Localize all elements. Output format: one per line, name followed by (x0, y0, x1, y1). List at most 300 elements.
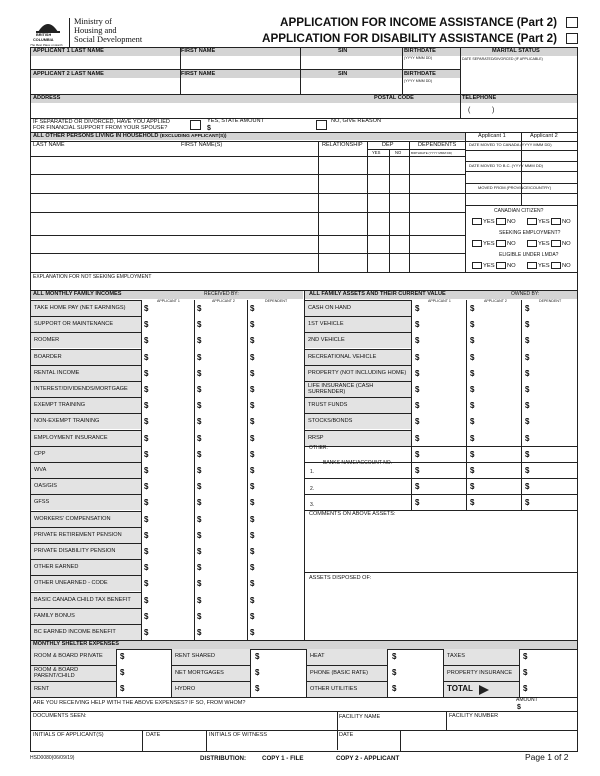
asset-dollar: $ (415, 320, 420, 329)
asset-amount-field[interactable] (477, 317, 521, 331)
asset-column-rule (521, 300, 522, 510)
asset-amount-field[interactable] (422, 382, 466, 396)
household-row-1[interactable] (31, 157, 318, 174)
logo-divider (69, 18, 70, 48)
applicant2-name-field[interactable] (31, 81, 401, 93)
explanation-field[interactable] (31, 281, 577, 289)
income-amount-field[interactable] (204, 576, 248, 590)
income-dollar: $ (250, 498, 255, 507)
asset-dollar: $ (525, 450, 530, 459)
seeking-employment-label: SEEKING EMPLOYMENT? (499, 230, 561, 236)
income-dollar: $ (197, 482, 202, 491)
income-dollar: $ (197, 563, 202, 572)
asset-amount-field[interactable] (532, 479, 576, 493)
asset-dollar: $ (470, 482, 475, 491)
copy2-label: COPY 2 - APPLICANT (336, 755, 400, 762)
citizen-a2-yes[interactable]: YES (527, 218, 550, 225)
eligible-lmda-label: ELIGIBLE UNDER LMDA? (499, 252, 559, 258)
telephone-label: TELEPHONE (462, 95, 497, 101)
asset-dollar: $ (415, 450, 420, 459)
asset-amount-field[interactable] (477, 382, 521, 396)
asset-dollar: $ (470, 466, 475, 475)
income-amount-field[interactable] (204, 463, 248, 477)
support-yes-checkbox[interactable] (190, 120, 201, 130)
income-dollar: $ (250, 450, 255, 459)
rent-dollar: $ (120, 684, 125, 693)
income-amount-field[interactable] (204, 414, 248, 428)
room-board-parent-dollar: $ (120, 668, 125, 677)
citizen-a1-yes[interactable]: YES (472, 218, 495, 225)
income-amount-field[interactable] (257, 431, 301, 445)
income-dollar: $ (250, 579, 255, 588)
asset-dollar: $ (415, 385, 420, 394)
asset-amount-field[interactable] (532, 350, 576, 364)
income-amount-field[interactable] (204, 544, 248, 558)
income-amount-field[interactable] (151, 479, 195, 493)
income-amount-field[interactable] (257, 317, 301, 331)
income-amount-field[interactable] (257, 528, 301, 542)
asset-amount-field[interactable] (477, 350, 521, 364)
income-amount-field[interactable] (204, 593, 248, 607)
income-dollar: $ (197, 417, 202, 426)
applicant1-last-name-label: APPLICANT 1 LAST NAME (33, 48, 104, 54)
income-amount-field[interactable] (151, 431, 195, 445)
support-no-checkbox[interactable] (316, 120, 327, 130)
asset-amount-field[interactable] (477, 366, 521, 380)
disposed-label: ASSETS DISPOSED OF: (309, 575, 372, 581)
income-dollar: $ (250, 466, 255, 475)
income-column-rule (247, 300, 248, 640)
form-number: HSD0080(06/09/19) (30, 755, 75, 761)
net-mortgages-label: NET MORTGAGES (172, 665, 250, 681)
asset-dollar: $ (415, 304, 420, 313)
income-dollar: $ (144, 482, 149, 491)
asset-column-rule (466, 300, 467, 510)
income-dollar: $ (197, 336, 202, 345)
rent-label: RENT (31, 681, 116, 697)
income-amount-field[interactable] (151, 301, 195, 315)
marital-status-label: MARITAL STATUS (492, 48, 540, 54)
income-row-label: BC EARNED INCOME BENEFIT (31, 624, 141, 640)
applicant1-name-field[interactable] (31, 57, 401, 68)
asset-amount-field[interactable] (422, 431, 466, 445)
income-row-label: NON-EXEMPT TRAINING (31, 413, 141, 429)
assets-title: ALL FAMILY ASSETS AND THEIR CURRENT VALUE (309, 291, 446, 297)
asset-dollar: $ (415, 401, 420, 410)
income-row-label: SUPPORT OR MAINTENANCE (31, 316, 141, 332)
asset-amount-field[interactable] (422, 317, 466, 331)
income-amount-field[interactable] (151, 317, 195, 331)
income-dollar: $ (250, 417, 255, 426)
total-dollar: $ (523, 684, 528, 693)
asset-col-applicant1: APPLICANT 1 (428, 299, 451, 303)
rent-shared-dollar: $ (255, 652, 260, 661)
total-arrow-icon (479, 685, 489, 695)
support-yes-label: YES, STATE AMOUNT (207, 118, 264, 124)
asset-dollar: $ (525, 336, 530, 345)
asset-dollar: $ (470, 450, 475, 459)
received-by-label: RECEIVED BY: (204, 291, 239, 297)
income-amount-field[interactable] (204, 382, 248, 396)
income-dollar: $ (144, 466, 149, 475)
asset-dollar: $ (470, 369, 475, 378)
income-amount-field[interactable] (257, 560, 301, 574)
income-amount-field[interactable] (151, 414, 195, 428)
asset-amount-field[interactable] (477, 479, 521, 493)
income-amount-field[interactable] (204, 625, 248, 639)
documents-seen-field[interactable] (31, 720, 336, 729)
asset-dollar: $ (525, 498, 530, 507)
asset-dollar: $ (470, 417, 475, 426)
asset-amount-field[interactable] (422, 495, 466, 509)
income-amount-field[interactable] (257, 479, 301, 493)
income-amount-field[interactable] (151, 512, 195, 526)
shelter-col1-fields[interactable] (126, 650, 171, 696)
income-amount-field[interactable] (204, 609, 248, 623)
income-amount-field[interactable] (257, 366, 301, 380)
hydro-dollar: $ (255, 684, 260, 693)
income-dollar: $ (197, 498, 202, 507)
asset-amount-field[interactable] (532, 495, 576, 509)
income-dollar: $ (144, 320, 149, 329)
income-amount-field[interactable] (257, 625, 301, 639)
income-dollar: $ (197, 369, 202, 378)
amount-label: AMOUNT (516, 697, 538, 703)
applicant2-col-label: Applicant 2 (530, 133, 558, 139)
asset-dollar: $ (470, 320, 475, 329)
income-dollar: $ (144, 417, 149, 426)
income-amount-field[interactable] (204, 447, 248, 461)
income-dollar: $ (197, 466, 202, 475)
lmda-a1-no[interactable]: NO (496, 262, 516, 269)
income-amount-field[interactable] (257, 333, 301, 347)
income-amount-field[interactable] (204, 528, 248, 542)
income-dollar: $ (144, 596, 149, 605)
income-amount-field[interactable] (204, 317, 248, 331)
income-dollar: $ (197, 434, 202, 443)
income-amount-field[interactable] (151, 398, 195, 412)
income-dollar: $ (144, 628, 149, 637)
room-board-private-dollar: $ (120, 652, 125, 661)
asset-amount-field[interactable] (422, 398, 466, 412)
asset-dollar: $ (415, 434, 420, 443)
moved-from-label: MOVED FROM (PROVINCE/COUNTRY) (478, 185, 552, 190)
asset-amount-field[interactable] (422, 479, 466, 493)
date-label-2: DATE (339, 732, 354, 738)
income-dollar: $ (250, 434, 255, 443)
lmda-a2-yes[interactable]: YES (527, 262, 550, 269)
income-amount-field[interactable] (257, 447, 301, 461)
help-from-field[interactable] (260, 699, 510, 710)
household-dependents-label: DEPENDENTS (418, 142, 457, 148)
shelter-col3-fields[interactable] (398, 650, 443, 696)
applicant1-birthdate-format: (YYYY MMM DD) (404, 56, 433, 60)
asset-amount-field[interactable] (477, 495, 521, 509)
income-row-label: TAKE HOME PAY (NET EARNINGS) (31, 300, 141, 316)
income-dollar: $ (144, 336, 149, 345)
citizen-a1-no[interactable]: NO (496, 218, 516, 225)
date-moved-canada-label: DATE MOVED TO CANADA (YYYY MMM DD) (469, 142, 552, 147)
household-row-6[interactable] (31, 254, 318, 271)
asset-dollar: $ (525, 353, 530, 362)
ministry-name (74, 17, 142, 44)
asset-amount-field[interactable] (477, 463, 521, 477)
applicant1-birthdate-label: BIRTHDATE (404, 48, 436, 54)
asset-dollar: $ (525, 482, 530, 491)
asset-col-applicant2: APPLICANT 2 (484, 299, 507, 303)
income-amount-field[interactable] (257, 463, 301, 477)
household-row-3[interactable] (31, 194, 318, 212)
phone-dollar: $ (392, 668, 397, 677)
income-col-dependent: DEPENDENT (265, 299, 288, 303)
income-amount-field[interactable] (151, 593, 195, 607)
telephone-field[interactable] (462, 104, 577, 117)
income-dollar: $ (144, 547, 149, 556)
applicant1-sin-label: SIN (338, 48, 348, 54)
income-row-label: BOARDER (31, 349, 141, 365)
income-amount-field[interactable] (257, 382, 301, 396)
income-row-label: BASIC CANADA CHILD TAX BENEFIT (31, 592, 141, 608)
income-amount-field[interactable] (151, 495, 195, 509)
asset-amount-field[interactable] (532, 317, 576, 331)
asset-amount-field[interactable] (477, 398, 521, 412)
income-amount-field[interactable] (204, 350, 248, 364)
asset-dollar: $ (525, 401, 530, 410)
income-amount-field[interactable] (204, 512, 248, 526)
phone-area-open: ( (468, 107, 471, 114)
date-moved-bc-label: DATE MOVED TO B.C. (YYYY MMM DD) (469, 163, 543, 168)
income-amount-field[interactable] (151, 560, 195, 574)
income-amount-field[interactable] (151, 576, 195, 590)
address-label: ADDRESS (33, 95, 61, 101)
income-assistance-checkbox[interactable] (566, 17, 578, 28)
disability-assistance-checkbox[interactable] (566, 33, 578, 44)
seeking-a2-no[interactable]: NO (551, 240, 571, 247)
asset-dollar: $ (415, 417, 420, 426)
income-amount-field[interactable] (204, 479, 248, 493)
asset-dollar: $ (470, 401, 475, 410)
income-column-rule (194, 300, 195, 640)
copy1-label: COPY 1 - FILE (262, 755, 304, 762)
asset-amount-field[interactable] (532, 431, 576, 445)
shelter-title: MONTHLY SHELTER EXPENSES (33, 641, 119, 647)
support-amount-dollar: $ (207, 125, 211, 132)
shelter-col2-fields[interactable] (262, 650, 306, 696)
property-insurance-label: PROPERTY INSURANCE (444, 665, 519, 681)
asset-amount-field[interactable] (532, 398, 576, 412)
asset-amount-field[interactable] (532, 447, 576, 461)
income-dollar: $ (250, 401, 255, 410)
income-dollar: $ (144, 531, 149, 540)
household-dep-no: NO (395, 150, 402, 155)
income-dollar: $ (144, 304, 149, 313)
income-amount-field[interactable] (204, 366, 248, 380)
seeking-a2-yes[interactable]: YES (527, 240, 550, 247)
income-amount-field[interactable] (257, 301, 301, 315)
income-dollar: $ (250, 547, 255, 556)
seeking-a1-yes[interactable]: YES (472, 240, 495, 247)
asset-amount-field[interactable] (422, 414, 466, 428)
asset-amount-field[interactable] (532, 366, 576, 380)
income-col-applicant1: APPLICANT 1 (157, 299, 180, 303)
asset-amount-field[interactable] (477, 447, 521, 461)
initials-witness-label: INITIALS OF WITNESS (209, 732, 268, 738)
income-row-label: PRIVATE RETIREMENT PENSION (31, 527, 141, 543)
income-row-label: OTHER EARNED (31, 559, 141, 575)
income-dollar: $ (250, 336, 255, 345)
asset-dollar: $ (470, 353, 475, 362)
asset-amount-field[interactable] (422, 366, 466, 380)
seeking-a1-no[interactable]: NO (496, 240, 516, 247)
household-relationship-label: RELATIONSHIP (322, 142, 363, 148)
asset-dollar: $ (470, 385, 475, 394)
applicant1-first-name-label: FIRST NAME (181, 48, 216, 54)
income-amount-field[interactable] (151, 544, 195, 558)
asset-dollar: $ (415, 369, 420, 378)
income-amount-field[interactable] (151, 382, 195, 396)
bc-logo (30, 14, 66, 50)
applicant2-sin-label: SIN (338, 71, 348, 77)
citizen-a2-no[interactable]: NO (551, 218, 571, 225)
income-dollar: $ (197, 596, 202, 605)
income-amount-field[interactable] (257, 495, 301, 509)
income-amount-field[interactable] (204, 398, 248, 412)
income-amount-field[interactable] (257, 593, 301, 607)
income-amount-field[interactable] (204, 431, 248, 445)
income-dollar: $ (144, 353, 149, 362)
income-amount-field[interactable] (204, 495, 248, 509)
income-dollar: $ (197, 450, 202, 459)
income-col-applicant2: APPLICANT 2 (212, 299, 235, 303)
asset-amount-field[interactable] (532, 301, 576, 315)
taxes-label: TAXES (444, 649, 519, 665)
asset-amount-field[interactable] (422, 463, 466, 477)
bank-row-3-label: 3. (310, 502, 315, 508)
sun-crest-icon (30, 14, 66, 34)
income-row-label: CPP (31, 446, 141, 462)
income-row-label: WORKERS' COMPENSATION (31, 511, 141, 527)
asset-amount-field[interactable] (422, 447, 466, 461)
household-row-4[interactable] (31, 213, 318, 235)
income-row-label: ROOMER (31, 332, 141, 348)
household-row-5[interactable] (31, 236, 318, 253)
income-dollar: $ (250, 304, 255, 313)
income-amount-field[interactable] (151, 609, 195, 623)
income-dollar: $ (197, 304, 202, 313)
rent-shared-label: RENT SHARED (172, 649, 250, 665)
income-dollar: $ (250, 531, 255, 540)
income-row-label: WVA (31, 462, 141, 478)
comments-field[interactable] (306, 519, 576, 571)
income-amount-field[interactable] (257, 512, 301, 526)
disposed-field[interactable] (306, 583, 576, 638)
asset-amount-field[interactable] (477, 414, 521, 428)
income-amount-field[interactable] (151, 463, 195, 477)
shelter-col4-fields[interactable] (530, 650, 577, 696)
income-amount-field[interactable] (204, 301, 248, 315)
income-dollar: $ (144, 401, 149, 410)
income-dollar: $ (197, 320, 202, 329)
income-amount-field[interactable] (204, 333, 248, 347)
asset-row-label: 2ND VEHICLE (305, 332, 411, 348)
income-dollar: $ (144, 515, 149, 524)
income-amount-field[interactable] (204, 560, 248, 574)
asset-dollar: $ (525, 417, 530, 426)
income-amount-field[interactable] (257, 414, 301, 428)
lmda-a2-no[interactable]: NO (551, 262, 571, 269)
asset-dollar: $ (525, 304, 530, 313)
income-dollar: $ (250, 563, 255, 572)
hydro-label: HYDRO (172, 681, 250, 697)
distribution-label: DISTRIBUTION: (200, 755, 247, 762)
income-amount-field[interactable] (151, 447, 195, 461)
asset-amount-field[interactable] (422, 333, 466, 347)
asset-dollar: $ (415, 466, 420, 475)
asset-row-label: CASH ON HAND (305, 300, 411, 316)
income-amount-field[interactable] (151, 625, 195, 639)
income-dollar: $ (197, 401, 202, 410)
income-dollar: $ (144, 434, 149, 443)
asset-dollar: $ (525, 320, 530, 329)
asset-amount-field[interactable] (532, 382, 576, 396)
income-amount-field[interactable] (151, 350, 195, 364)
household-title-sub: (EXCLUDING APPLICANT(S)) (160, 134, 227, 139)
income-amount-field[interactable] (151, 528, 195, 542)
incomes-title: ALL MONTHLY FAMILY INCOMES (33, 291, 122, 297)
income-amount-field[interactable] (257, 398, 301, 412)
asset-amount-field[interactable] (422, 301, 466, 315)
total-label: TOTAL (444, 681, 519, 697)
asset-amount-field[interactable] (477, 301, 521, 315)
income-amount-field[interactable] (151, 366, 195, 380)
asset-amount-field[interactable] (422, 350, 466, 364)
asset-amount-field[interactable] (477, 431, 521, 445)
asset-dollar: $ (415, 336, 420, 345)
applicant2-last-name-label: APPLICANT 2 LAST NAME (33, 71, 104, 77)
asset-amount-field[interactable] (532, 463, 576, 477)
net-mortgages-dollar: $ (255, 668, 260, 677)
title-disability-assistance: APPLICATION FOR DISABILITY ASSISTANCE (Part 2) (262, 32, 558, 45)
household-dep-label: DEP (382, 142, 394, 148)
asset-amount-field[interactable] (532, 414, 576, 428)
initials-applicant-label: INITIALS OF APPLICANT(S) (33, 732, 104, 738)
address-field[interactable] (31, 104, 460, 117)
asset-dollar: $ (525, 466, 530, 475)
income-dollar: $ (197, 612, 202, 621)
income-row-label: PRIVATE DISABILITY PENSION (31, 543, 141, 559)
asset-dollar: $ (470, 498, 475, 507)
income-amount-field[interactable] (257, 544, 301, 558)
owned-by-label: OWNED BY: (511, 291, 540, 297)
asset-dollar: $ (525, 434, 530, 443)
ministry-line-1: Ministry of (74, 17, 112, 26)
income-amount-field[interactable] (257, 350, 301, 364)
lmda-a1-yes[interactable]: YES (472, 262, 495, 269)
income-amount-field[interactable] (257, 609, 301, 623)
asset-amount-field[interactable] (532, 333, 576, 347)
asset-amount-field[interactable] (477, 333, 521, 347)
income-amount-field[interactable] (257, 576, 301, 590)
income-dollar: $ (144, 450, 149, 459)
asset-dollar: $ (415, 482, 420, 491)
applicant2-first-name-label: FIRST NAME (181, 71, 216, 77)
income-row-label: OTHER UNEARNED - CODE (31, 575, 141, 591)
household-row-2[interactable] (31, 175, 318, 193)
help-question-label: ARE YOU RECEIVING HELP WITH THE ABOVE EXPENSES? IF SO, FROM WHOM? (33, 700, 246, 706)
asset-other-label: OTHER: (309, 445, 328, 451)
household-title (33, 134, 226, 140)
income-amount-field[interactable] (151, 333, 195, 347)
